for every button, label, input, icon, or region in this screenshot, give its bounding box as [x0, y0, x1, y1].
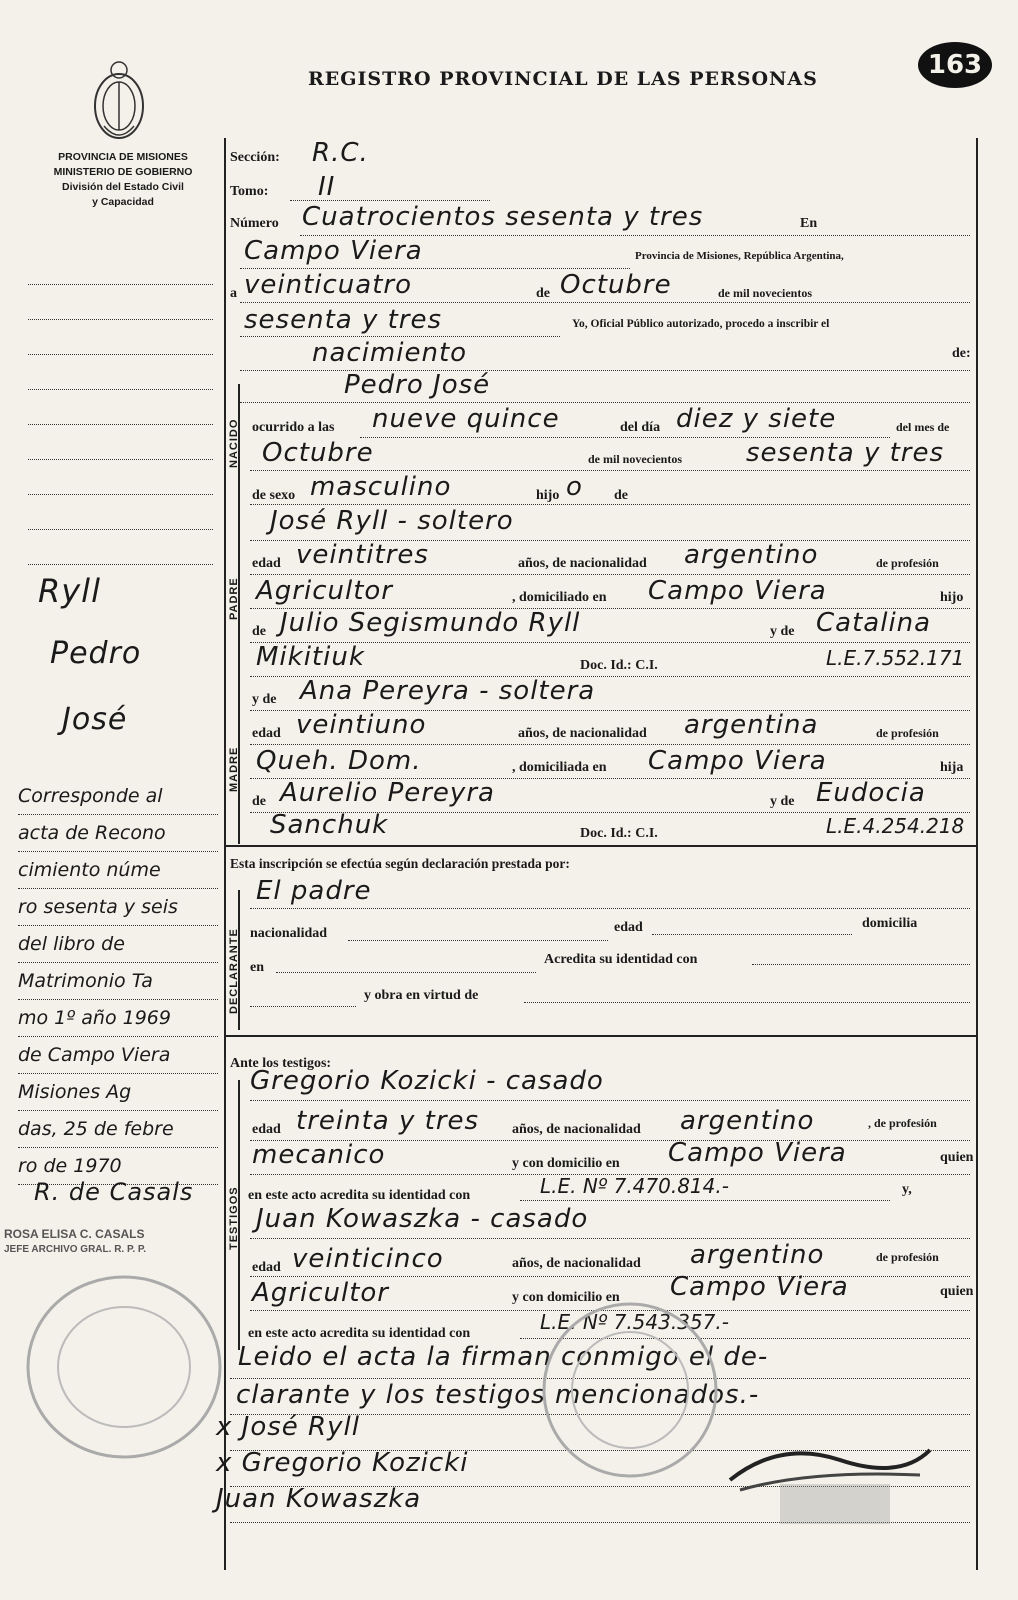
padre-doc-label: Doc. Id.: C.I. [580, 658, 658, 673]
de-colon-label: de: [952, 346, 971, 361]
signature: x Gregorio Kozicki [216, 1448, 469, 1478]
madre-dom-value: Campo Viera [648, 746, 827, 776]
madre-nombre-value: Ana Pereyra - soltera [300, 676, 596, 706]
page-number-stamp [918, 42, 992, 88]
margin-nombre: José [62, 702, 128, 737]
org-line: y Capacidad [92, 196, 154, 208]
madre-yde-label: y de [252, 692, 277, 707]
margin-note: Corresponde al acta de Recono cimiento núme ro sesenta y seis del libro de Matrimonio Ta mo 1º año 1969 de Campo Viera Misiones Ag das, 25 de febre ro de 1970 [18, 778, 218, 1185]
mes-value: Octubre [560, 270, 672, 300]
acto-value: nacimiento [312, 338, 468, 368]
testigos-intro: Ante los testigos: [230, 1056, 332, 1071]
madre-nac-value: argentina [684, 710, 819, 740]
a-label: a [230, 286, 237, 301]
mil-text: de mil novecientos [718, 286, 812, 300]
madre-nac-label: años, de nacionalidad [518, 726, 647, 741]
testigo2-doc: L.E. Nº 7.543.357.- [540, 1310, 729, 1334]
section-label-declarante: DECLARANTE [228, 928, 240, 1014]
padre-le-value: L.E.7.552.171 [826, 646, 965, 670]
page-title: REGISTRO PROVINCIAL DE LAS PERSONAS [308, 68, 818, 90]
page-number: 163 [927, 50, 983, 80]
madre-madre-ap-value: Sanchuk [270, 810, 389, 840]
seccion-label: Sección: [230, 150, 280, 165]
testigo1-y-label: y, [902, 1182, 912, 1197]
sexo-value: masculino [310, 472, 452, 502]
org-line: PROVINCIA DE MISIONES [58, 151, 188, 163]
testigo1-dom-label: y con domicilio en [512, 1156, 620, 1171]
hijo-value: o [566, 472, 583, 502]
padre-nac-label: años, de nacionalidad [518, 556, 647, 571]
padre-nac-value: argentino [684, 540, 819, 570]
madre-dom-label: , domiciliada en [512, 760, 607, 775]
provincia-text: Provincia de Misiones, República Argentina, [635, 250, 844, 262]
declarante-domicilia-label: domicilia [862, 916, 918, 931]
testigo2-nombre: Juan Kowaszka - casado [256, 1204, 589, 1234]
testigo2-prof-label: de profesión [876, 1250, 939, 1264]
ocurrido-label: ocurrido a las [252, 420, 335, 435]
tomo-label: Tomo: [230, 184, 269, 199]
testigo1-acredita-label: en este acto acredita su identidad con [248, 1188, 471, 1203]
madre-hija-label: hija [940, 760, 964, 775]
testigo2-dom: Campo Viera [670, 1272, 849, 1302]
coat-of-arms-icon [84, 56, 154, 146]
padre-madre-ap-value: Mikitiuk [256, 642, 365, 672]
padre-dom-label: , domiciliado en [512, 590, 607, 605]
tomo-value: II [318, 172, 336, 202]
declarante-value: El padre [256, 876, 372, 906]
testigo2-edad-label: edad [252, 1260, 281, 1275]
closing-line: clarante y los testigos mencionados.- [236, 1380, 760, 1410]
testigo1-nac-label: años, de nacionalidad [512, 1122, 641, 1137]
dia-value: veinticuatro [244, 270, 412, 300]
hijo-label: hijo [536, 488, 560, 503]
declarante-edad-label: edad [614, 920, 643, 935]
testigo2-nac: argentino [690, 1240, 825, 1270]
sexo-label: de sexo [252, 488, 296, 503]
nacido-mil-label: de mil novecientos [588, 452, 682, 466]
declarante-nac-label: nacionalidad [250, 926, 328, 941]
declarante-acredita-label: Acredita su identidad con [544, 952, 698, 967]
official-seal-icon [540, 1300, 720, 1480]
margin-nombre: Pedro [50, 636, 142, 671]
declarante-intro: Esta inscripción se efectúa según declaración prestada por: [230, 856, 570, 871]
del-mes-label: del mes de [896, 420, 950, 434]
testigo1-nac: argentino [680, 1106, 815, 1136]
registry-seal-icon [24, 1272, 224, 1462]
org-line: División del Estado Civil [62, 181, 184, 193]
nacido-mes-value: Octubre [262, 438, 374, 468]
madre-prof-label: de profesión [876, 726, 939, 740]
padre-hijo-label: hijo [940, 590, 964, 605]
testigo2-nac-label: años, de nacionalidad [512, 1256, 641, 1271]
padre-yde-label: y de [770, 624, 795, 639]
testigo1-edad-label: edad [252, 1122, 281, 1137]
org-line: MINISTERIO DE GOBIERNO [53, 166, 193, 178]
padre-madre-value: Catalina [816, 608, 932, 638]
del-dia-label: del día [620, 420, 661, 435]
padre-padre-value: Julio Segismundo Ryll [280, 608, 581, 638]
madre-de-label: de [252, 794, 266, 809]
testigo1-edad: treinta y tres [296, 1106, 480, 1136]
numero-value: Cuatrocientos sesenta y tres [302, 202, 704, 232]
testigo2-edad: veinticinco [292, 1244, 444, 1274]
en-label: En [800, 216, 818, 231]
nombre-value: Pedro José [344, 370, 491, 400]
padre-prof-value: Agricultor [256, 576, 393, 606]
hora-value: nueve quince [372, 404, 560, 434]
section-label-testigos: TESTIGOS [228, 1186, 240, 1250]
testigo1-quien-label: quien [940, 1150, 974, 1165]
madre-padre-value: Aurelio Pereyra [280, 778, 495, 808]
testigo2-quien-label: quien [940, 1284, 974, 1299]
section-label-madre: MADRE [228, 746, 240, 792]
testigo1-prof: mecanico [252, 1140, 386, 1170]
nacido-anio-value: sesenta y tres [746, 438, 945, 468]
padre-nombre-value: José Ryll - soltero [270, 506, 514, 536]
seccion-value: R.C. [312, 138, 369, 168]
testigo1-doc: L.E. Nº 7.470.814.- [540, 1174, 729, 1198]
madre-yde2-label: y de [770, 794, 795, 809]
section-label-padre: PADRE [228, 577, 240, 620]
testigo1-dom: Campo Viera [668, 1138, 847, 1168]
margin-apellido: Ryll [38, 572, 101, 610]
oficial-text: Yo, Oficial Público autorizado, procedo a inscribir el [572, 318, 830, 330]
nacido-de-label: de [614, 488, 628, 503]
nacido-dia-value: diez y siete [676, 404, 837, 434]
padre-edad-label: edad [252, 556, 281, 571]
numero-label: Número [230, 216, 279, 231]
madre-le-value: L.E.4.254.218 [826, 814, 965, 838]
madre-prof-value: Queh. Dom. [256, 746, 422, 776]
section-label-nacido: NACIDO [228, 418, 240, 468]
testigo2-prof: Agricultor [252, 1278, 389, 1308]
madre-doc-label: Doc. Id.: C.I. [580, 826, 658, 841]
official-signature-icon [720, 1420, 940, 1530]
padre-de-label: de [252, 624, 266, 639]
margin-signature: R. de Casals [34, 1178, 194, 1206]
closing-line: Leido el acta la firman conmigo el de- [238, 1342, 769, 1372]
signature: Juan Kowaszka [216, 1484, 422, 1514]
madre-edad-value: veintiuno [296, 710, 427, 740]
testigo1-nombre: Gregorio Kozicki - casado [250, 1066, 604, 1096]
signature: x José Ryll [216, 1412, 360, 1442]
declarante-en-label: en [250, 960, 264, 975]
padre-edad-value: veintitres [296, 540, 429, 570]
madre-madre-value: Eudocia [816, 778, 926, 808]
testigo2-acredita-label: en este acto acredita su identidad con [248, 1326, 471, 1341]
declarante-obra-label: y obra en virtud de [364, 988, 479, 1003]
testigo2-dom-label: y con domicilio en [512, 1290, 620, 1305]
padre-prof-label: de profesión [876, 556, 939, 570]
margin-stamp: ROSA ELISA C. CASALS JEFE ARCHIVO GRAL. R. P. P. [4, 1227, 147, 1255]
de-label: de [536, 286, 550, 301]
testigo1-prof-label: , de profesión [868, 1116, 937, 1130]
padre-dom-value: Campo Viera [648, 576, 827, 606]
anio-value: sesenta y tres [244, 305, 443, 335]
madre-edad-label: edad [252, 726, 281, 741]
lugar-value: Campo Viera [244, 236, 423, 266]
